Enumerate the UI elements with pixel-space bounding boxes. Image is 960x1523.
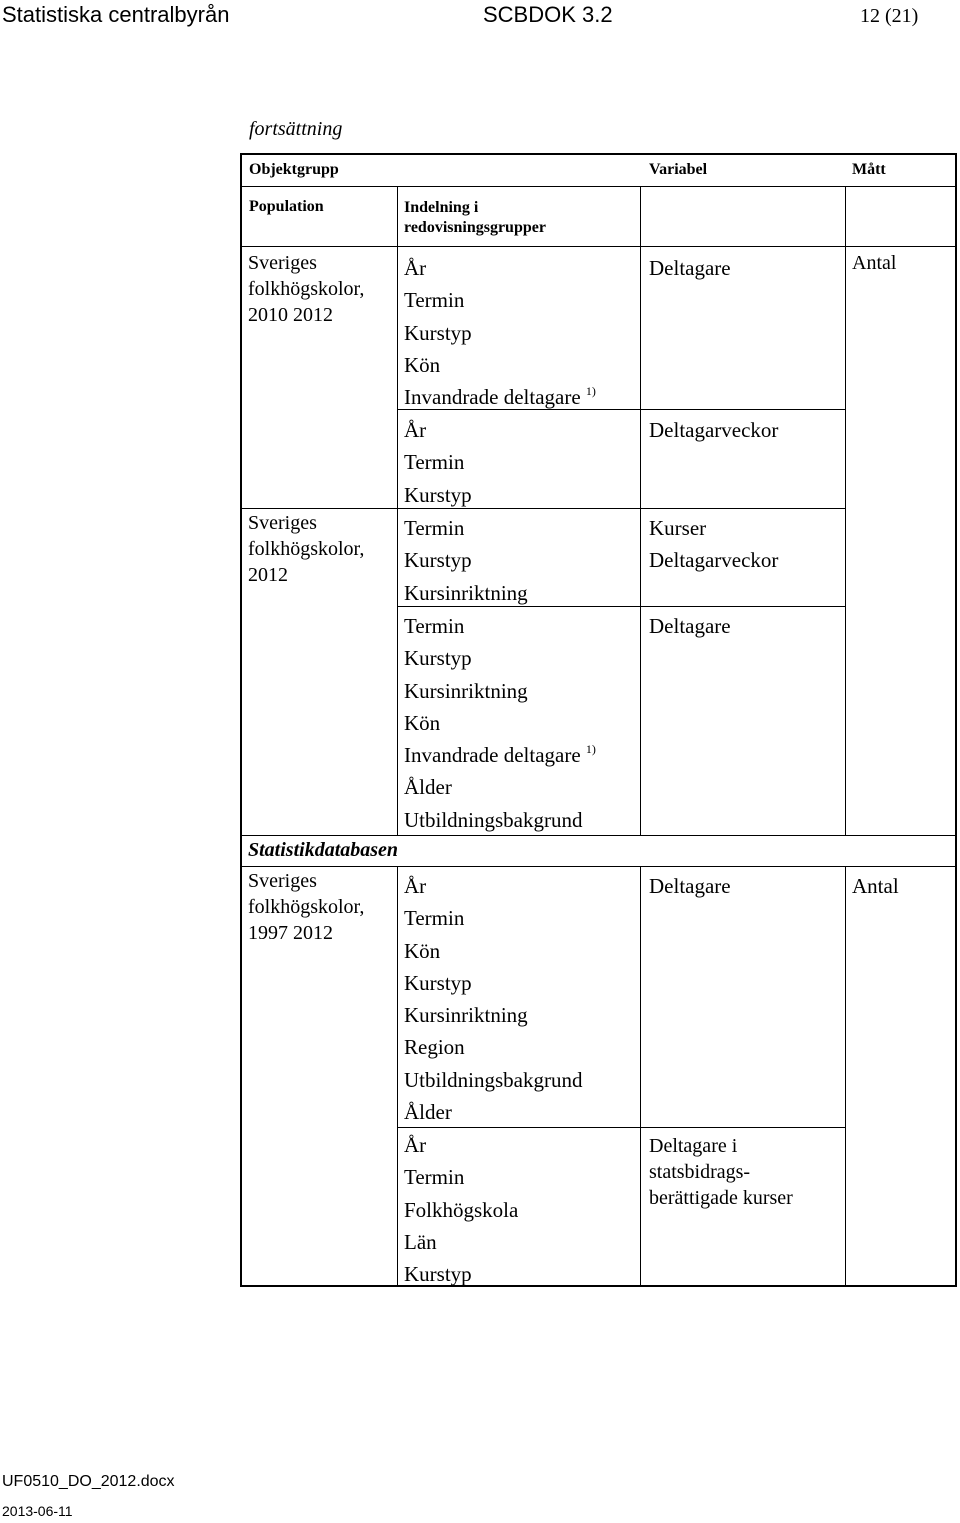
list-item: Ålder bbox=[404, 775, 452, 800]
list-item: Län bbox=[404, 1229, 437, 1254]
list-item: Termin bbox=[404, 1165, 465, 1190]
list-item: Ålder bbox=[404, 1100, 452, 1125]
list-item: Termin bbox=[404, 450, 465, 475]
list-item: Termin bbox=[404, 614, 465, 638]
col-variabel: Variabel bbox=[649, 161, 708, 178]
list-item: Kurstyp bbox=[404, 548, 472, 573]
col-objektgrupp: Objektgrupp bbox=[249, 161, 339, 178]
list-item: År bbox=[404, 1133, 427, 1157]
list-item: Kursinriktning bbox=[404, 678, 528, 703]
variable-5: Deltagare bbox=[649, 874, 731, 898]
list-item: Folkhögskola bbox=[404, 1197, 519, 1222]
list-item: Termin bbox=[404, 516, 465, 540]
group-5-list bbox=[404, 870, 583, 1128]
list-item: Utbildningsbakgrund bbox=[404, 1067, 583, 1092]
list-item: Kön bbox=[404, 938, 441, 963]
group-4-list bbox=[404, 610, 596, 836]
list-item: Kön bbox=[404, 352, 441, 377]
list-item: Utbildningsbakgrund bbox=[404, 807, 583, 832]
list-item: Kurstyp bbox=[404, 646, 472, 671]
variable-1: Deltagare bbox=[649, 256, 731, 280]
col-indelning: Indelning i redovisningsgrupper bbox=[404, 199, 546, 236]
list-item: Kön bbox=[404, 710, 441, 735]
variable-4: Deltagare bbox=[649, 614, 731, 638]
continuation-label: fortsättning bbox=[249, 118, 343, 140]
variable-3: Kurser Deltagarveckor bbox=[649, 516, 779, 573]
group-3-list bbox=[404, 512, 528, 609]
variable-6: Deltagare i statsbidrags- berättigade kurser bbox=[649, 1135, 793, 1209]
list-item: Kurstyp bbox=[404, 482, 472, 507]
group-6-list bbox=[404, 1129, 518, 1290]
page-number: 12 (21) bbox=[860, 5, 919, 27]
list-item: Invandrade deltagare $^{1)}$ bbox=[404, 384, 596, 410]
list-item: Region bbox=[404, 1035, 465, 1060]
org-name: Statistiska centralbyrån bbox=[2, 2, 230, 27]
list-item: År bbox=[404, 256, 427, 280]
list-item: Kursinriktning bbox=[404, 1003, 528, 1028]
list-item: År bbox=[404, 418, 427, 442]
doc-id: SCBDOK 3.2 bbox=[483, 2, 613, 27]
list-item: Kurstyp bbox=[404, 1262, 472, 1287]
group-1-list bbox=[404, 252, 596, 413]
footer-filename: UF0510_DO_2012.docx bbox=[2, 1473, 175, 1490]
list-item: År bbox=[404, 874, 427, 898]
group-2-list bbox=[404, 414, 472, 511]
section-statistikdatabasen: Statistikdatabasen bbox=[248, 839, 399, 861]
population-3: Sveriges folkhögskolor, 1997 2012 bbox=[248, 870, 365, 944]
col-matt: Mått bbox=[852, 161, 886, 178]
list-item: Termin bbox=[404, 288, 465, 313]
list-item: Kurstyp bbox=[404, 970, 472, 995]
population-1: Sveriges folkhögskolor, 2010 2012 bbox=[248, 252, 365, 326]
list-item: Kurstyp bbox=[404, 320, 472, 345]
col-population: Population bbox=[249, 198, 324, 215]
list-item: Kursinriktning bbox=[404, 580, 528, 605]
variable-2: Deltagarveckor bbox=[649, 418, 779, 442]
footer-date: 2013-06-11 bbox=[2, 1503, 73, 1519]
matt-antal-2: Antal bbox=[852, 874, 899, 898]
list-item: Invandrade deltagare $^{1)}$ bbox=[404, 742, 596, 768]
population-2: Sveriges folkhögskolor, 2012 bbox=[248, 512, 365, 586]
matt-antal-1: Antal bbox=[852, 252, 897, 274]
list-item: Termin bbox=[404, 906, 465, 931]
